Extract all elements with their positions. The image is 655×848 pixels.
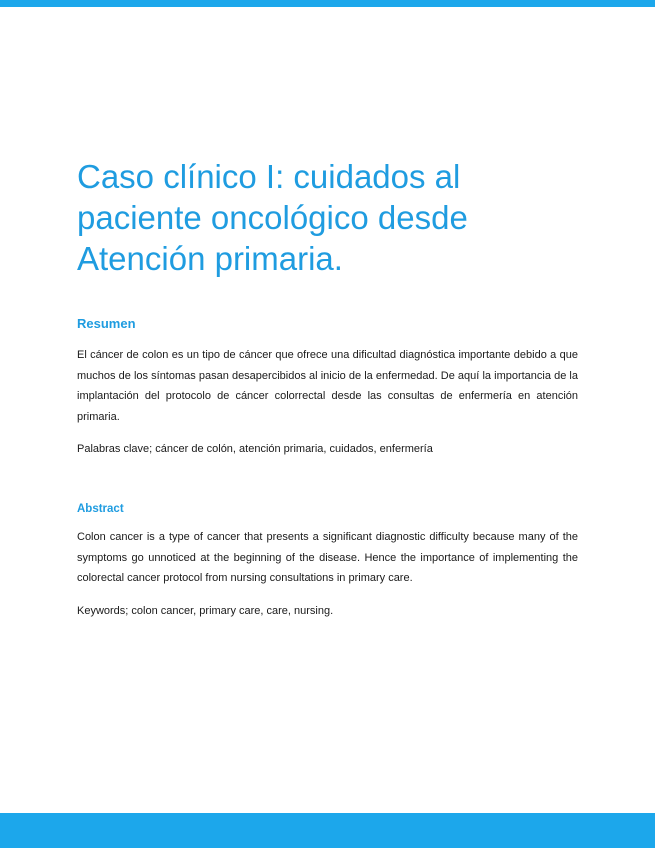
resumen-keywords: Palabras clave; cáncer de colón, atención primaria, cuidados, enfermería	[77, 443, 433, 455]
resumen-heading: Resumen	[77, 316, 136, 331]
abstract-heading: Abstract	[77, 503, 124, 515]
resumen-paragraph: El cáncer de colon es un tipo de cáncer que ofrece una dificultad diagnóstica importante debido a que muchos de los síntomas pasan desapercibidos al inicio de la enfermedad. De aquí la importancia de la implantación del protocolo de cáncer colorrectal desde las consultas de enfermería en atención primaria.	[77, 349, 578, 424]
bottom-accent-bar	[0, 813, 655, 848]
page-title: Caso clínico I: cuidados al paciente oncológico desde Atención primaria.	[77, 158, 468, 277]
abstract-keywords: Keywords; colon cancer, primary care, care, nursing.	[77, 605, 334, 617]
top-accent-bar	[0, 0, 655, 7]
abstract-paragraph: Colon cancer is a type of cancer that presents a significant diagnostic difficulty because many of the symptoms go unnoticed at the beginning of the disease. Hence the importance of implementing the colorectal cancer protocol from nursing consultations in primary care.	[77, 531, 578, 585]
